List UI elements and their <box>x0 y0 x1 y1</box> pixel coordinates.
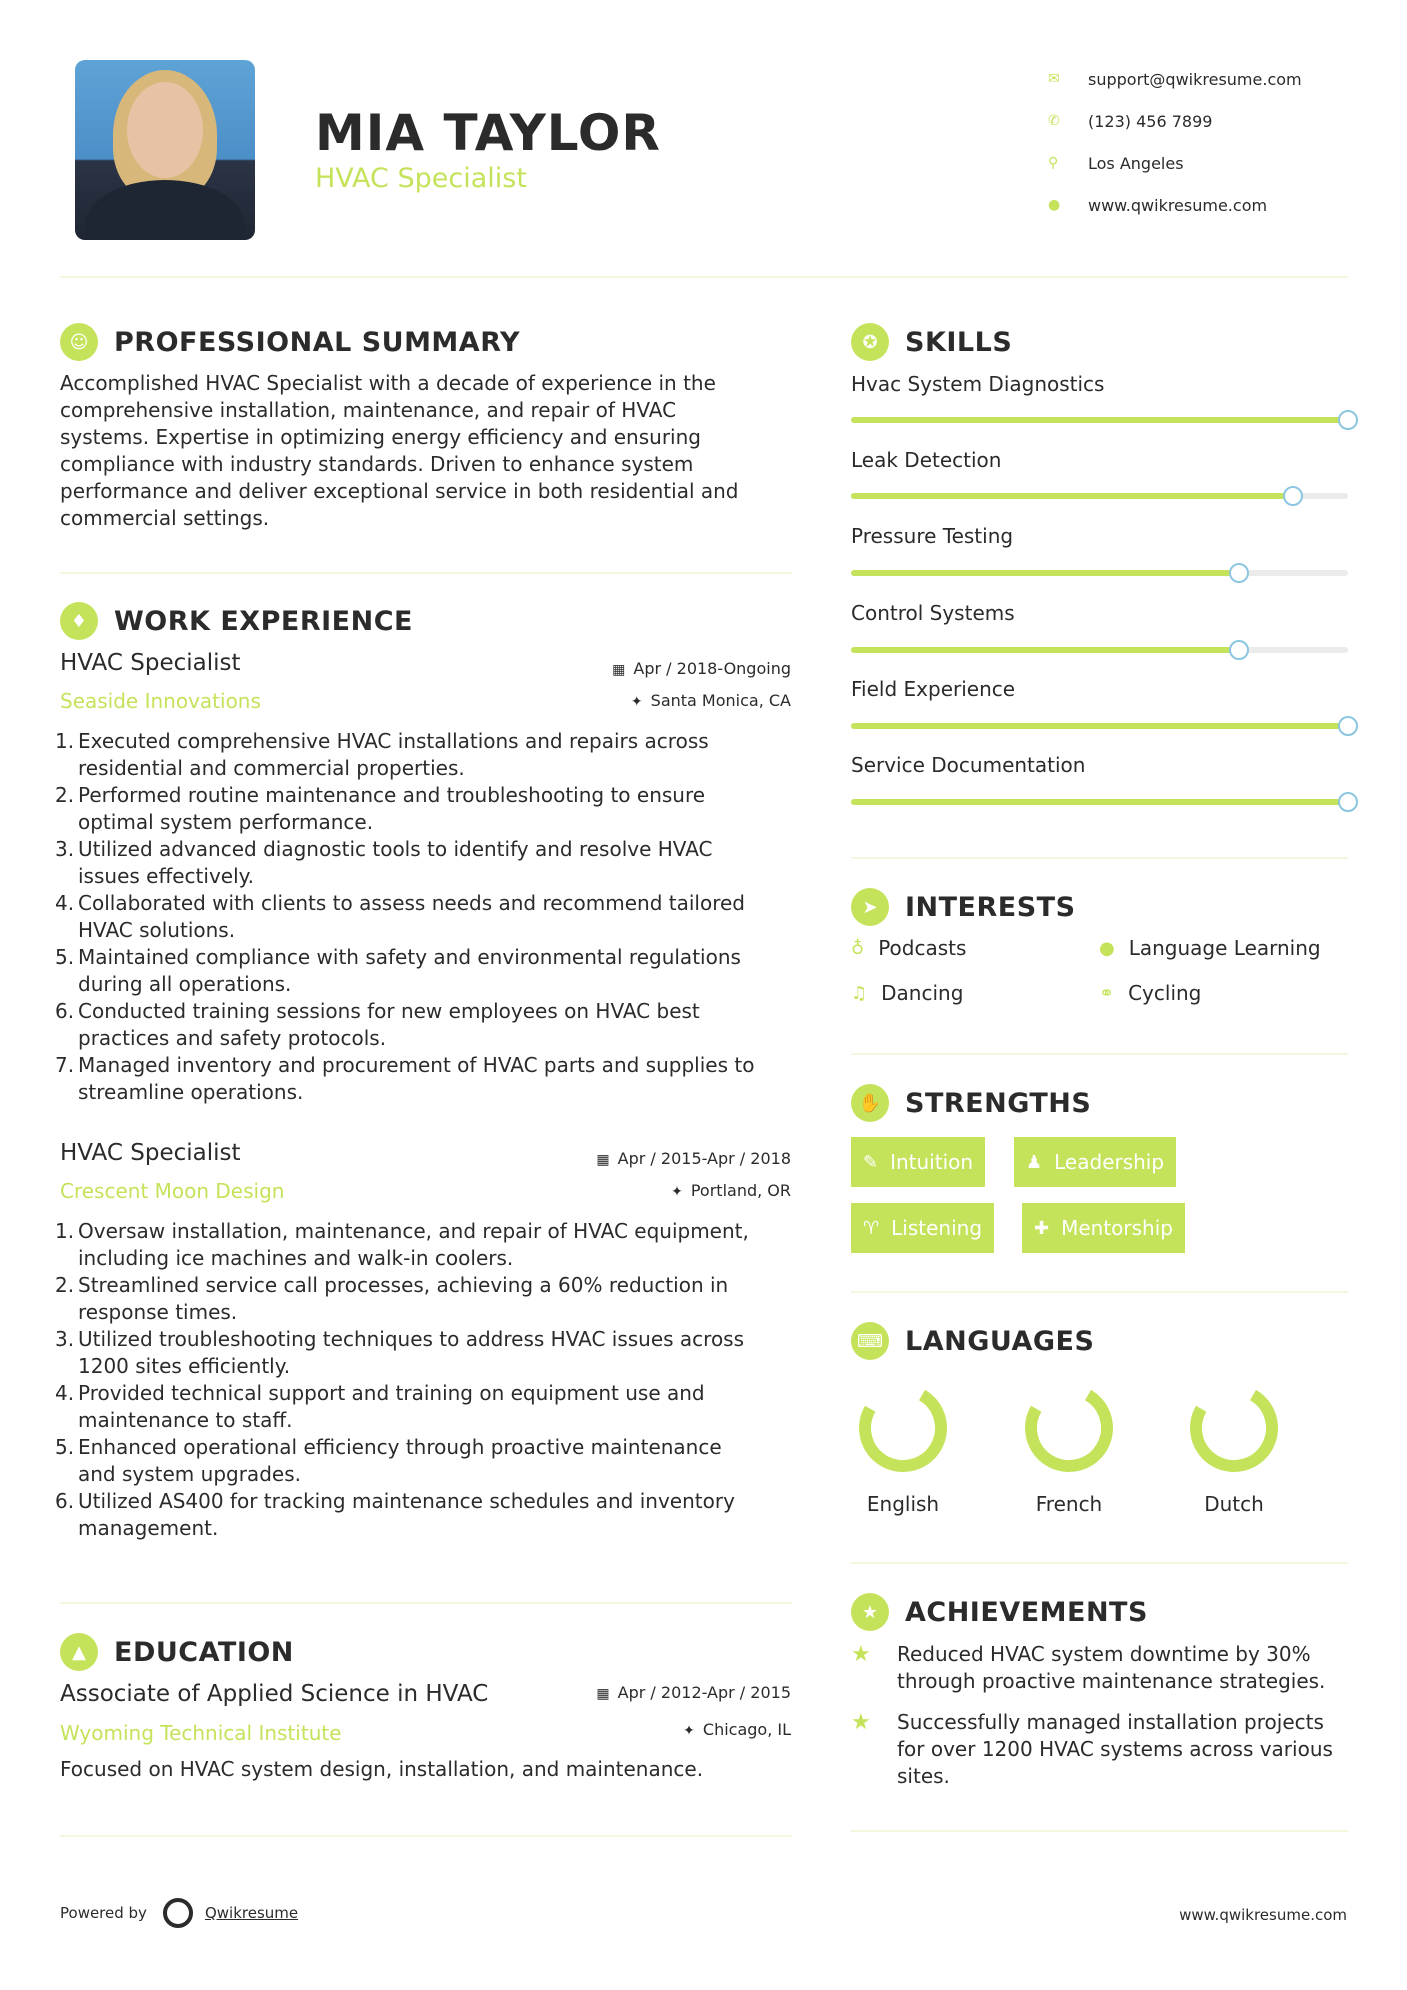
list-item: 2. Streamlined service call processes, achieving a 60% reduction in response times. <box>55 1273 729 1324</box>
pin-icon: ✦ <box>671 1184 683 1200</box>
footer-url-link[interactable]: www.qwikresume.com <box>1179 1906 1347 1924</box>
contact-website-text: www.qwikresume.com <box>1088 195 1268 215</box>
trophy-icon: ★ <box>851 1593 889 1631</box>
user-plus-icon: ✚ <box>1034 1217 1050 1239</box>
globe-icon: ● <box>1048 197 1061 213</box>
star-icon: ★ <box>851 1642 871 1667</box>
list-item: 3. Utilized advanced diagnostic tools to identify and resolve HVAC issues effectively. <box>55 837 713 888</box>
contact-email[interactable] <box>1048 58 1302 100</box>
languages-divider <box>851 1562 1348 1564</box>
skill-bar <box>851 723 1348 729</box>
achievement-item: ★ Reduced HVAC system downtime by 30% through proactive maintenance strategies. <box>851 1642 1326 1693</box>
language-label: Dutch <box>1204 1492 1264 1516</box>
language-level-ring <box>1019 1378 1119 1478</box>
users-icon: ♟ <box>1026 1151 1043 1173</box>
footer-powered-by: Powered by Qwikresume <box>60 1898 298 1928</box>
language-icon: ⌨ <box>851 1322 889 1360</box>
job-company: Crescent Moon Design <box>60 1179 285 1203</box>
star-icon: ★ <box>851 1710 871 1735</box>
achievements-divider <box>851 1830 1348 1832</box>
list-item: 4. Provided technical support and training on equipment use and maintenance to staff. <box>55 1381 705 1432</box>
skill-bar-fill <box>851 493 1293 499</box>
strength-badge: ✚ Mentorship <box>1022 1203 1185 1253</box>
headphones-icon: ♈ <box>863 1217 880 1239</box>
language-label: English <box>866 1492 940 1516</box>
achievements-heading: ★ ACHIEVEMENTS <box>851 1593 1148 1631</box>
interests-divider <box>851 1053 1348 1055</box>
profile-photo <box>75 60 255 240</box>
experience-divider <box>60 1602 792 1604</box>
education-divider <box>60 1835 792 1837</box>
qwikresume-logo-icon <box>163 1898 193 1928</box>
language-item <box>1009 1378 1129 1516</box>
skill-label: Pressure Testing <box>851 524 1014 548</box>
summary-text: Accomplished HVAC Specialist with a decade of experience in the comprehensive installation, maintenance, and repair of HVAC systems. Expertise in optimizing energy efficiency and ensuring compliance with industry standards. Driven to enhance system performance and deliver exceptional service in both residential and commercial settings. <box>60 371 739 530</box>
contact-location-text: Los Angeles <box>1088 153 1184 173</box>
contact-email-text: support@qwikresume.com <box>1088 69 1302 89</box>
school-name: Wyoming Technical Institute <box>60 1721 342 1745</box>
job-location: ✦ Santa Monica, CA <box>630 691 791 710</box>
footer-brand-link[interactable]: Qwikresume <box>204 1904 299 1922</box>
language-level-ring <box>853 1378 953 1478</box>
skill-label: Hvac System Diagnostics <box>851 372 1105 396</box>
list-item: 5. Enhanced operational efficiency through proactive maintenance and system upgrades. <box>55 1435 722 1486</box>
skill-bar-handle <box>1338 410 1358 430</box>
skill-bar-fill <box>851 799 1348 805</box>
skill-label: Field Experience <box>851 677 1016 701</box>
interest-item: ⚭ Cycling <box>1099 981 1202 1005</box>
candidate-title: HVAC Specialist <box>315 163 527 194</box>
calendar-icon: ▦ <box>596 1686 610 1702</box>
interest-item: ♫ Dancing <box>851 981 964 1005</box>
map-pin-icon: ⚲ <box>1048 155 1059 171</box>
experience-heading: ♦ WORK EXPERIENCE <box>60 602 413 640</box>
skill-bar-fill <box>851 723 1348 729</box>
skill-bar-fill <box>851 647 1239 653</box>
strength-badge: ✎ Intuition <box>851 1137 985 1187</box>
job-title: HVAC Specialist <box>60 1140 241 1166</box>
skill-label: Service Documentation <box>851 753 1086 777</box>
strengths-heading: ✋ STRENGTHS <box>851 1084 1091 1122</box>
degree-title: Associate of Applied Science in HVAC <box>60 1681 489 1707</box>
skill-bar-handle <box>1229 563 1249 583</box>
skill-bar-fill <box>851 417 1348 423</box>
job-location: ✦ Portland, OR <box>671 1181 791 1200</box>
music-note-icon: ♫ <box>851 982 868 1004</box>
list-item: 2. Performed routine maintenance and troubleshooting to ensure optimal system performance. <box>55 783 706 834</box>
skill-bar <box>851 417 1348 423</box>
bicycle-icon: ⚭ <box>1099 982 1115 1004</box>
job-date: ▦ Apr / 2015-Apr / 2018 <box>596 1149 791 1168</box>
achievement-item: ★ Successfully managed installation projects for over 1200 HVAC systems across various sites. <box>851 1710 1333 1788</box>
envelope-icon: ✉ <box>1048 71 1060 87</box>
interest-item: ♁ Podcasts <box>851 936 967 960</box>
strength-badge: ♈ Listening <box>851 1203 994 1253</box>
user-icon: ☺ <box>60 323 98 361</box>
list-item: 1. Oversaw installation, maintenance, and repair of HVAC equipment, including ice machines and walk-in coolers. <box>55 1219 749 1270</box>
contact-list <box>1048 58 1302 226</box>
education-date: ▦ Apr / 2012-Apr / 2015 <box>596 1683 791 1702</box>
header-divider <box>60 276 1348 278</box>
contact-phone-text: (123) 456 7899 <box>1088 111 1213 131</box>
job-company: Seaside Innovations <box>60 689 261 713</box>
list-item: 5. Maintained compliance with safety and environmental regulations during all operations. <box>55 945 741 996</box>
strength-badge: ♟ Leadership <box>1014 1137 1176 1187</box>
skill-bar-handle <box>1338 716 1358 736</box>
list-item: 3. Utilized troubleshooting techniques to address HVAC issues across 1200 sites efficiently. <box>55 1327 745 1378</box>
language-label: French <box>1035 1492 1103 1516</box>
education-location: ✦ Chicago, IL <box>683 1720 791 1739</box>
skills-divider <box>851 857 1348 859</box>
list-item: 7. Managed inventory and procurement of HVAC parts and supplies to streamline operations. <box>55 1053 755 1104</box>
skill-bar-handle <box>1229 640 1249 660</box>
contact-website[interactable] <box>1048 184 1302 226</box>
magic-wand-icon: ✎ <box>863 1151 879 1173</box>
paper-plane-icon: ➤ <box>851 888 889 926</box>
candidate-name: MIA TAYLOR <box>315 104 661 162</box>
lightbulb-icon: ✪ <box>851 323 889 361</box>
language-item <box>1174 1378 1294 1516</box>
skills-heading: ✪ SKILLS <box>851 323 1012 361</box>
summary-divider <box>60 572 792 574</box>
graduation-cap-icon: ▲ <box>60 1633 98 1671</box>
languages-heading: ⌨ LANGUAGES <box>851 1322 1094 1360</box>
summary-heading: ☺ PROFESSIONAL SUMMARY <box>60 323 520 361</box>
calendar-icon: ▦ <box>596 1152 610 1168</box>
skill-bar <box>851 799 1348 805</box>
job-duties <box>55 728 800 1106</box>
list-item: 6. Utilized AS400 for tracking maintenance schedules and inventory management. <box>55 1489 735 1540</box>
skill-label: Leak Detection <box>851 448 1002 472</box>
interests-heading: ➤ INTERESTS <box>851 888 1076 926</box>
contact-location <box>1048 142 1302 184</box>
skill-bar <box>851 570 1348 576</box>
language-level-ring <box>1184 1378 1284 1478</box>
list-item: 4. Collaborated with clients to assess needs and recommend tailored HVAC solutions. <box>55 891 746 942</box>
job-duties <box>55 1218 800 1542</box>
job-title: HVAC Specialist <box>60 650 241 676</box>
skill-bar <box>851 493 1348 499</box>
job-date: ▦ Apr / 2018-Ongoing <box>612 659 791 678</box>
phone-icon: ✆ <box>1048 113 1060 129</box>
pin-icon: ✦ <box>630 694 643 710</box>
skill-label: Control Systems <box>851 601 1015 625</box>
pin-icon: ✦ <box>683 1723 695 1739</box>
list-item: 6. Conducted training sessions for new employees on HVAC best practices and safety protocols. <box>55 999 700 1050</box>
globe-icon: ● <box>1099 937 1115 959</box>
language-item <box>843 1378 963 1516</box>
interest-item: ● Language Learning <box>1099 936 1321 960</box>
list-item: 1. Executed comprehensive HVAC installations and repairs across residential and commercial properties. <box>55 729 709 780</box>
skill-bar-fill <box>851 570 1239 576</box>
hand-icon: ✋ <box>851 1084 889 1122</box>
contact-phone[interactable] <box>1048 100 1302 142</box>
education-heading: ▲ EDUCATION <box>60 1633 294 1671</box>
microphone-icon: ♁ <box>851 937 865 959</box>
skill-bar-handle <box>1338 792 1358 812</box>
strengths-divider <box>851 1291 1348 1293</box>
skill-bar <box>851 647 1348 653</box>
calendar-icon: ▦ <box>612 662 626 678</box>
skill-bar-handle <box>1283 486 1303 506</box>
education-description: Focused on HVAC system design, installation, and maintenance. <box>60 1757 704 1781</box>
briefcase-icon: ♦ <box>60 602 98 640</box>
